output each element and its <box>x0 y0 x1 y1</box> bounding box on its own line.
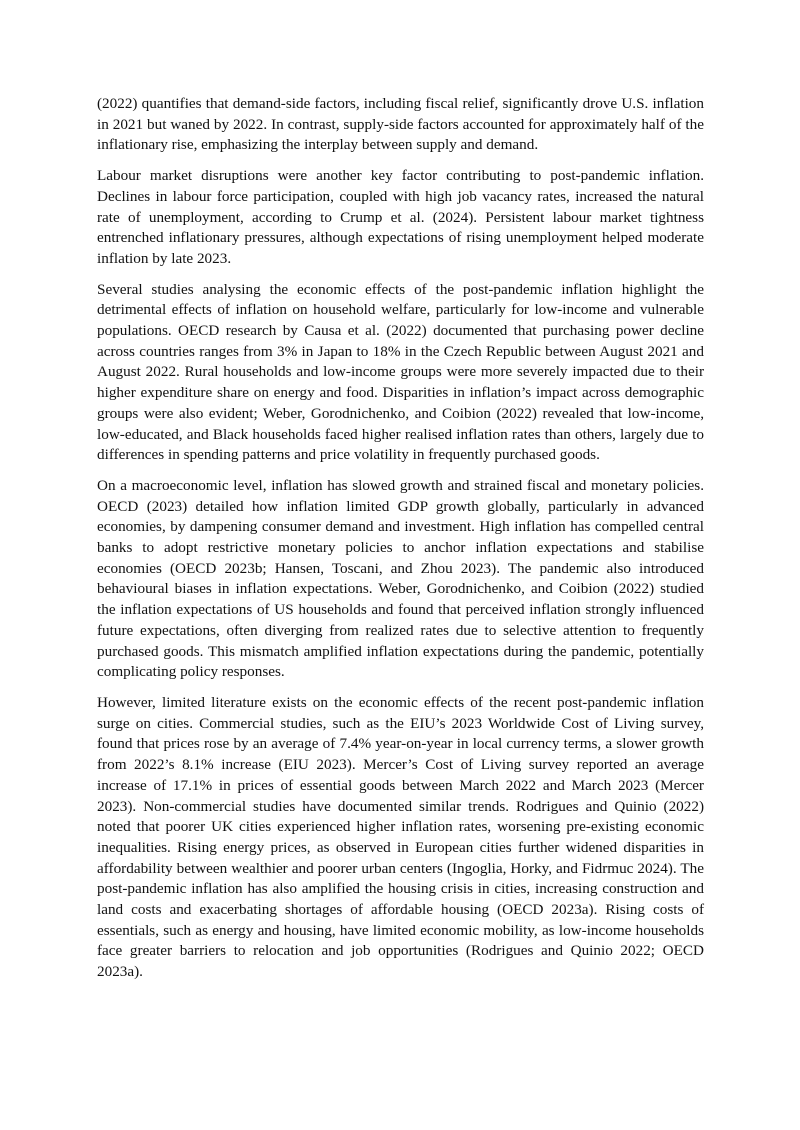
paragraph-cities: However, limited literature exists on the economic effects of the recent post-pandemic inflation surge on cities. Commercial studies, such as the EIU’s 2023 Worldwide Cost of Living survey, found that prices rose by an average of 7.4% year-on-year in local currency terms, a slower growth from 2022’s 8.1% increase (EIU 2023). Mercer’s Cost of Living survey reported an average increase of 17.1% in prices of essential goods between March 2022 and March 2023 (Mercer 2023). Non-commercial studies have documented similar trends. Rodrigues and Quinio (2022) noted that poorer UK cities experienced higher inflation rates, worsening pre-existing economic inequalities. Rising energy prices, as observed in European cities further widened disparities in affordability between wealthier and poorer urban centers (Ingoglia, Horky, and Fidrmuc 2024). The post-pandemic inflation has also amplified the housing crisis in cities, increasing construction and land costs and exacerbating shortages of affordable housing (OECD 2023a). Rising costs of essentials, such as energy and housing, have limited economic mobility, as low-income households face greater barriers to relocation and job opportunities (Rodrigues and Quinio 2022; OECD 2023a). <box>97 693 704 981</box>
paragraph-demand-supply: (2022) quantifies that demand-side factors, including fiscal relief, significantly drove U.S. inflation in 2021 but waned by 2022. In contrast, supply-side factors accounted for approximately half of the inflationary rise, emphasizing the interplay between supply and demand. <box>97 95 704 154</box>
paragraph-macroeconomic: On a macroeconomic level, inflation has slowed growth and strained fiscal and monetary policies. OECD (2023) detailed how inflation limited GDP growth globally, particularly in advanced economies, by dampening consumer demand and investment. High inflation has compelled central banks to adopt restrictive monetary policies to anchor inflation expectations and stabilise economies (OECD 2023b; Hansen, Toscani, and Zhou 2023). The pandemic also introduced behavioural biases in inflation expectations. Weber, Gorodnichenko, and Coibion (2022) studied the inflation expectations of US households and found that perceived inflation strongly influenced future expectations, often diverging from realized rates due to selective attention to frequently purchased goods. This mismatch amplified inflation expectations during the pandemic, potentially complicating policy responses. <box>97 476 704 681</box>
paragraph-labour-market: Labour market disruptions were another key factor contributing to post-pandemic inflation. Declines in labour force participation, coupled with high job vacancy rates, increased the natural rate of unemployment, according to Crump et al. (2024). Persistent labour market tightness entrenched inflationary pressures, although expectations of rising unemployment helped moderate inflation by late 2023. <box>97 167 704 267</box>
document-body <box>97 94 704 993</box>
paragraph-household-welfare: Several studies analysing the economic effects of the post-pandemic inflation highlight the detrimental effects of inflation on household welfare, particularly for low-income and vulnerable populations. OECD research by Causa et al. (2022) documented that purchasing power decline across countries ranges from 3% in Japan to 18% in the Czech Republic between August 2021 and August 2022. Rural households and low-income groups were more severely impacted due to their higher expenditure share on energy and food. Disparities in inflation’s impact across demographic groups were also evident; Weber, Gorodnichenko, and Coibion (2022) revealed that low-income, low-educated, and Black households faced higher realised inflation rates than others, largely due to differences in spending patterns and price volatility in frequently purchased goods. <box>97 280 704 464</box>
